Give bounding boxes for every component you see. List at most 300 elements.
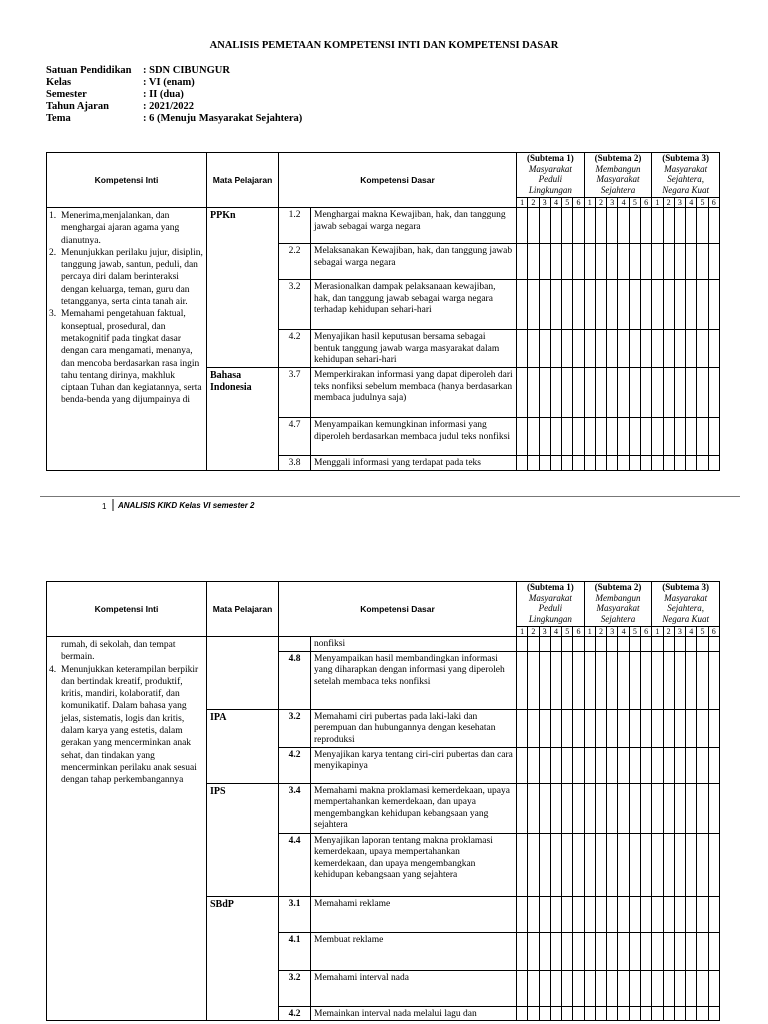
- mapping-checkbox-cell[interactable]: [652, 456, 663, 471]
- mapping-checkbox-cell[interactable]: [584, 1006, 595, 1021]
- mapping-checkbox-cell[interactable]: [674, 637, 685, 652]
- mapping-checkbox-cell[interactable]: [584, 637, 595, 652]
- mapping-checkbox-cell[interactable]: [708, 651, 719, 709]
- mapping-checkbox-cell[interactable]: [652, 747, 663, 783]
- mapping-checkbox-cell[interactable]: [708, 747, 719, 783]
- mapping-checkbox-cell[interactable]: [573, 709, 584, 747]
- mapping-checkbox-cell[interactable]: [550, 330, 561, 368]
- mapping-checkbox-cell[interactable]: [640, 1006, 651, 1021]
- mapping-checkbox-cell[interactable]: [550, 418, 561, 456]
- mapping-checkbox-cell[interactable]: [528, 932, 539, 970]
- mapping-checkbox-cell[interactable]: [562, 651, 573, 709]
- mapping-checkbox-cell[interactable]: [562, 833, 573, 896]
- mapping-checkbox-cell[interactable]: [663, 637, 674, 652]
- mapping-checkbox-cell[interactable]: [573, 330, 584, 368]
- mapping-checkbox-cell[interactable]: [539, 747, 550, 783]
- mapping-checkbox-cell[interactable]: [528, 330, 539, 368]
- mapping-checkbox-cell[interactable]: [652, 783, 663, 833]
- mapping-checkbox-cell[interactable]: [584, 896, 595, 932]
- mapping-checkbox-cell[interactable]: [674, 783, 685, 833]
- mapping-checkbox-cell[interactable]: [539, 244, 550, 280]
- mapping-checkbox-cell[interactable]: [640, 896, 651, 932]
- mapping-checkbox-cell[interactable]: [562, 368, 573, 418]
- mapping-checkbox-cell[interactable]: [674, 1006, 685, 1021]
- mapping-checkbox-cell[interactable]: [607, 244, 618, 280]
- mapping-checkbox-cell[interactable]: [697, 208, 708, 244]
- mapping-checkbox-cell[interactable]: [708, 709, 719, 747]
- mapping-checkbox-cell[interactable]: [517, 1006, 528, 1021]
- mapping-checkbox-cell[interactable]: [584, 368, 595, 418]
- mapping-checkbox-cell[interactable]: [562, 1006, 573, 1021]
- mapping-checkbox-cell[interactable]: [686, 709, 697, 747]
- mapping-checkbox-cell[interactable]: [573, 280, 584, 330]
- mapping-checkbox-cell[interactable]: [629, 651, 640, 709]
- mapping-checkbox-cell[interactable]: [640, 368, 651, 418]
- mapping-checkbox-cell[interactable]: [607, 833, 618, 896]
- mapping-checkbox-cell[interactable]: [686, 418, 697, 456]
- mapping-checkbox-cell[interactable]: [573, 932, 584, 970]
- mapping-checkbox-cell[interactable]: [607, 783, 618, 833]
- mapping-checkbox-cell[interactable]: [629, 747, 640, 783]
- mapping-checkbox-cell[interactable]: [652, 932, 663, 970]
- mapping-checkbox-cell[interactable]: [517, 280, 528, 330]
- mapping-checkbox-cell[interactable]: [607, 651, 618, 709]
- mapping-checkbox-cell[interactable]: [618, 833, 629, 896]
- mapping-checkbox-cell[interactable]: [674, 896, 685, 932]
- mapping-checkbox-cell[interactable]: [517, 244, 528, 280]
- mapping-checkbox-cell[interactable]: [517, 456, 528, 471]
- mapping-checkbox-cell[interactable]: [618, 456, 629, 471]
- mapping-checkbox-cell[interactable]: [686, 833, 697, 896]
- mapping-checkbox-cell[interactable]: [686, 651, 697, 709]
- mapping-checkbox-cell[interactable]: [550, 833, 561, 896]
- mapping-checkbox-cell[interactable]: [663, 1006, 674, 1021]
- mapping-checkbox-cell[interactable]: [663, 833, 674, 896]
- mapping-checkbox-cell[interactable]: [708, 932, 719, 970]
- mapping-checkbox-cell[interactable]: [652, 280, 663, 330]
- mapping-checkbox-cell[interactable]: [550, 637, 561, 652]
- mapping-checkbox-cell[interactable]: [686, 896, 697, 932]
- mapping-checkbox-cell[interactable]: [686, 970, 697, 1006]
- mapping-checkbox-cell[interactable]: [517, 651, 528, 709]
- mapping-checkbox-cell[interactable]: [528, 709, 539, 747]
- mapping-checkbox-cell[interactable]: [528, 651, 539, 709]
- mapping-checkbox-cell[interactable]: [562, 637, 573, 652]
- mapping-checkbox-cell[interactable]: [708, 280, 719, 330]
- mapping-checkbox-cell[interactable]: [640, 651, 651, 709]
- mapping-checkbox-cell[interactable]: [640, 418, 651, 456]
- mapping-checkbox-cell[interactable]: [573, 896, 584, 932]
- mapping-checkbox-cell[interactable]: [640, 932, 651, 970]
- mapping-checkbox-cell[interactable]: [697, 1006, 708, 1021]
- mapping-checkbox-cell[interactable]: [640, 244, 651, 280]
- mapping-checkbox-cell[interactable]: [629, 456, 640, 471]
- mapping-checkbox-cell[interactable]: [674, 456, 685, 471]
- mapping-checkbox-cell[interactable]: [595, 456, 606, 471]
- mapping-checkbox-cell[interactable]: [686, 280, 697, 330]
- mapping-checkbox-cell[interactable]: [607, 456, 618, 471]
- mapping-checkbox-cell[interactable]: [573, 651, 584, 709]
- mapping-checkbox-cell[interactable]: [539, 208, 550, 244]
- mapping-checkbox-cell[interactable]: [674, 932, 685, 970]
- mapping-checkbox-cell[interactable]: [674, 280, 685, 330]
- mapping-checkbox-cell[interactable]: [528, 368, 539, 418]
- mapping-checkbox-cell[interactable]: [528, 418, 539, 456]
- mapping-checkbox-cell[interactable]: [539, 368, 550, 418]
- mapping-checkbox-cell[interactable]: [607, 970, 618, 1006]
- mapping-checkbox-cell[interactable]: [629, 970, 640, 1006]
- mapping-checkbox-cell[interactable]: [539, 970, 550, 1006]
- mapping-checkbox-cell[interactable]: [539, 896, 550, 932]
- mapping-checkbox-cell[interactable]: [562, 896, 573, 932]
- mapping-checkbox-cell[interactable]: [686, 456, 697, 471]
- mapping-checkbox-cell[interactable]: [618, 970, 629, 1006]
- mapping-checkbox-cell[interactable]: [539, 418, 550, 456]
- mapping-checkbox-cell[interactable]: [697, 709, 708, 747]
- mapping-checkbox-cell[interactable]: [686, 1006, 697, 1021]
- mapping-checkbox-cell[interactable]: [573, 1006, 584, 1021]
- mapping-checkbox-cell[interactable]: [708, 244, 719, 280]
- mapping-checkbox-cell[interactable]: [550, 1006, 561, 1021]
- mapping-checkbox-cell[interactable]: [528, 456, 539, 471]
- mapping-checkbox-cell[interactable]: [584, 456, 595, 471]
- mapping-checkbox-cell[interactable]: [697, 637, 708, 652]
- mapping-checkbox-cell[interactable]: [686, 783, 697, 833]
- mapping-checkbox-cell[interactable]: [573, 368, 584, 418]
- mapping-checkbox-cell[interactable]: [550, 970, 561, 1006]
- mapping-checkbox-cell[interactable]: [573, 456, 584, 471]
- mapping-checkbox-cell[interactable]: [674, 330, 685, 368]
- mapping-checkbox-cell[interactable]: [708, 637, 719, 652]
- mapping-checkbox-cell[interactable]: [629, 1006, 640, 1021]
- mapping-checkbox-cell[interactable]: [584, 418, 595, 456]
- mapping-checkbox-cell[interactable]: [607, 1006, 618, 1021]
- mapping-checkbox-cell[interactable]: [595, 783, 606, 833]
- mapping-checkbox-cell[interactable]: [686, 932, 697, 970]
- mapping-checkbox-cell[interactable]: [674, 208, 685, 244]
- mapping-checkbox-cell[interactable]: [652, 833, 663, 896]
- mapping-checkbox-cell[interactable]: [686, 368, 697, 418]
- mapping-checkbox-cell[interactable]: [697, 651, 708, 709]
- mapping-checkbox-cell[interactable]: [550, 368, 561, 418]
- mapping-checkbox-cell[interactable]: [652, 208, 663, 244]
- mapping-checkbox-cell[interactable]: [595, 368, 606, 418]
- mapping-checkbox-cell[interactable]: [697, 456, 708, 471]
- mapping-checkbox-cell[interactable]: [607, 896, 618, 932]
- mapping-checkbox-cell[interactable]: [629, 418, 640, 456]
- mapping-checkbox-cell[interactable]: [517, 932, 528, 970]
- mapping-checkbox-cell[interactable]: [595, 637, 606, 652]
- mapping-checkbox-cell[interactable]: [686, 747, 697, 783]
- mapping-checkbox-cell[interactable]: [652, 1006, 663, 1021]
- mapping-checkbox-cell[interactable]: [607, 418, 618, 456]
- mapping-checkbox-cell[interactable]: [528, 783, 539, 833]
- mapping-checkbox-cell[interactable]: [573, 833, 584, 896]
- mapping-checkbox-cell[interactable]: [652, 418, 663, 456]
- mapping-checkbox-cell[interactable]: [674, 747, 685, 783]
- mapping-checkbox-cell[interactable]: [539, 637, 550, 652]
- mapping-checkbox-cell[interactable]: [550, 747, 561, 783]
- mapping-checkbox-cell[interactable]: [697, 280, 708, 330]
- mapping-checkbox-cell[interactable]: [517, 896, 528, 932]
- mapping-checkbox-cell[interactable]: [595, 280, 606, 330]
- mapping-checkbox-cell[interactable]: [640, 280, 651, 330]
- mapping-checkbox-cell[interactable]: [640, 783, 651, 833]
- mapping-checkbox-cell[interactable]: [640, 208, 651, 244]
- mapping-checkbox-cell[interactable]: [607, 747, 618, 783]
- mapping-checkbox-cell[interactable]: [618, 330, 629, 368]
- mapping-checkbox-cell[interactable]: [640, 747, 651, 783]
- mapping-checkbox-cell[interactable]: [652, 651, 663, 709]
- mapping-checkbox-cell[interactable]: [618, 418, 629, 456]
- mapping-checkbox-cell[interactable]: [629, 330, 640, 368]
- mapping-checkbox-cell[interactable]: [607, 330, 618, 368]
- mapping-checkbox-cell[interactable]: [652, 896, 663, 932]
- mapping-checkbox-cell[interactable]: [562, 208, 573, 244]
- mapping-checkbox-cell[interactable]: [674, 244, 685, 280]
- mapping-checkbox-cell[interactable]: [517, 970, 528, 1006]
- mapping-checkbox-cell[interactable]: [674, 833, 685, 896]
- mapping-checkbox-cell[interactable]: [663, 456, 674, 471]
- mapping-checkbox-cell[interactable]: [550, 651, 561, 709]
- mapping-checkbox-cell[interactable]: [629, 244, 640, 280]
- mapping-checkbox-cell[interactable]: [550, 783, 561, 833]
- mapping-checkbox-cell[interactable]: [640, 330, 651, 368]
- mapping-checkbox-cell[interactable]: [528, 747, 539, 783]
- mapping-checkbox-cell[interactable]: [573, 208, 584, 244]
- mapping-checkbox-cell[interactable]: [539, 651, 550, 709]
- mapping-checkbox-cell[interactable]: [663, 747, 674, 783]
- mapping-checkbox-cell[interactable]: [595, 970, 606, 1006]
- mapping-checkbox-cell[interactable]: [674, 709, 685, 747]
- mapping-checkbox-cell[interactable]: [618, 747, 629, 783]
- mapping-checkbox-cell[interactable]: [550, 208, 561, 244]
- mapping-checkbox-cell[interactable]: [584, 330, 595, 368]
- mapping-checkbox-cell[interactable]: [629, 208, 640, 244]
- mapping-checkbox-cell[interactable]: [539, 709, 550, 747]
- mapping-checkbox-cell[interactable]: [595, 651, 606, 709]
- mapping-checkbox-cell[interactable]: [697, 418, 708, 456]
- mapping-checkbox-cell[interactable]: [663, 418, 674, 456]
- mapping-checkbox-cell[interactable]: [629, 709, 640, 747]
- mapping-checkbox-cell[interactable]: [607, 637, 618, 652]
- mapping-checkbox-cell[interactable]: [573, 970, 584, 1006]
- mapping-checkbox-cell[interactable]: [708, 368, 719, 418]
- mapping-checkbox-cell[interactable]: [584, 280, 595, 330]
- mapping-checkbox-cell[interactable]: [562, 932, 573, 970]
- mapping-checkbox-cell[interactable]: [663, 932, 674, 970]
- mapping-checkbox-cell[interactable]: [562, 244, 573, 280]
- mapping-checkbox-cell[interactable]: [708, 896, 719, 932]
- mapping-checkbox-cell[interactable]: [517, 833, 528, 896]
- mapping-checkbox-cell[interactable]: [618, 709, 629, 747]
- mapping-checkbox-cell[interactable]: [562, 418, 573, 456]
- mapping-checkbox-cell[interactable]: [629, 783, 640, 833]
- mapping-checkbox-cell[interactable]: [517, 330, 528, 368]
- mapping-checkbox-cell[interactable]: [595, 932, 606, 970]
- mapping-checkbox-cell[interactable]: [528, 208, 539, 244]
- mapping-checkbox-cell[interactable]: [528, 896, 539, 932]
- mapping-checkbox-cell[interactable]: [663, 896, 674, 932]
- mapping-checkbox-cell[interactable]: [550, 456, 561, 471]
- mapping-checkbox-cell[interactable]: [607, 932, 618, 970]
- mapping-checkbox-cell[interactable]: [517, 747, 528, 783]
- mapping-checkbox-cell[interactable]: [663, 280, 674, 330]
- mapping-checkbox-cell[interactable]: [618, 783, 629, 833]
- mapping-checkbox-cell[interactable]: [573, 244, 584, 280]
- mapping-checkbox-cell[interactable]: [573, 783, 584, 833]
- mapping-checkbox-cell[interactable]: [573, 637, 584, 652]
- mapping-checkbox-cell[interactable]: [550, 709, 561, 747]
- mapping-checkbox-cell[interactable]: [640, 970, 651, 1006]
- mapping-checkbox-cell[interactable]: [708, 418, 719, 456]
- mapping-checkbox-cell[interactable]: [584, 709, 595, 747]
- mapping-checkbox-cell[interactable]: [663, 651, 674, 709]
- mapping-checkbox-cell[interactable]: [595, 709, 606, 747]
- mapping-checkbox-cell[interactable]: [584, 833, 595, 896]
- mapping-checkbox-cell[interactable]: [517, 418, 528, 456]
- mapping-checkbox-cell[interactable]: [539, 932, 550, 970]
- mapping-checkbox-cell[interactable]: [595, 244, 606, 280]
- mapping-checkbox-cell[interactable]: [528, 1006, 539, 1021]
- mapping-checkbox-cell[interactable]: [686, 208, 697, 244]
- mapping-checkbox-cell[interactable]: [607, 280, 618, 330]
- mapping-checkbox-cell[interactable]: [708, 208, 719, 244]
- mapping-checkbox-cell[interactable]: [573, 747, 584, 783]
- mapping-checkbox-cell[interactable]: [517, 709, 528, 747]
- mapping-checkbox-cell[interactable]: [607, 709, 618, 747]
- mapping-checkbox-cell[interactable]: [652, 709, 663, 747]
- mapping-checkbox-cell[interactable]: [539, 1006, 550, 1021]
- mapping-checkbox-cell[interactable]: [629, 637, 640, 652]
- mapping-checkbox-cell[interactable]: [652, 368, 663, 418]
- mapping-checkbox-cell[interactable]: [697, 747, 708, 783]
- mapping-checkbox-cell[interactable]: [584, 783, 595, 833]
- mapping-checkbox-cell[interactable]: [618, 368, 629, 418]
- mapping-checkbox-cell[interactable]: [539, 783, 550, 833]
- mapping-checkbox-cell[interactable]: [697, 833, 708, 896]
- mapping-checkbox-cell[interactable]: [618, 932, 629, 970]
- mapping-checkbox-cell[interactable]: [595, 1006, 606, 1021]
- mapping-checkbox-cell[interactable]: [562, 747, 573, 783]
- mapping-checkbox-cell[interactable]: [562, 330, 573, 368]
- mapping-checkbox-cell[interactable]: [595, 747, 606, 783]
- mapping-checkbox-cell[interactable]: [528, 833, 539, 896]
- mapping-checkbox-cell[interactable]: [697, 244, 708, 280]
- mapping-checkbox-cell[interactable]: [697, 783, 708, 833]
- mapping-checkbox-cell[interactable]: [595, 208, 606, 244]
- mapping-checkbox-cell[interactable]: [562, 970, 573, 1006]
- mapping-checkbox-cell[interactable]: [584, 970, 595, 1006]
- mapping-checkbox-cell[interactable]: [528, 280, 539, 330]
- mapping-checkbox-cell[interactable]: [618, 208, 629, 244]
- mapping-checkbox-cell[interactable]: [674, 651, 685, 709]
- mapping-checkbox-cell[interactable]: [550, 280, 561, 330]
- mapping-checkbox-cell[interactable]: [640, 833, 651, 896]
- mapping-checkbox-cell[interactable]: [674, 368, 685, 418]
- mapping-checkbox-cell[interactable]: [595, 896, 606, 932]
- mapping-checkbox-cell[interactable]: [528, 637, 539, 652]
- mapping-checkbox-cell[interactable]: [663, 970, 674, 1006]
- mapping-checkbox-cell[interactable]: [584, 208, 595, 244]
- mapping-checkbox-cell[interactable]: [629, 368, 640, 418]
- mapping-checkbox-cell[interactable]: [618, 651, 629, 709]
- mapping-checkbox-cell[interactable]: [618, 896, 629, 932]
- mapping-checkbox-cell[interactable]: [674, 970, 685, 1006]
- mapping-checkbox-cell[interactable]: [618, 280, 629, 330]
- mapping-checkbox-cell[interactable]: [697, 970, 708, 1006]
- mapping-checkbox-cell[interactable]: [686, 244, 697, 280]
- mapping-checkbox-cell[interactable]: [674, 418, 685, 456]
- mapping-checkbox-cell[interactable]: [708, 833, 719, 896]
- mapping-checkbox-cell[interactable]: [550, 896, 561, 932]
- mapping-checkbox-cell[interactable]: [539, 280, 550, 330]
- mapping-checkbox-cell[interactable]: [528, 244, 539, 280]
- mapping-checkbox-cell[interactable]: [517, 637, 528, 652]
- mapping-checkbox-cell[interactable]: [663, 709, 674, 747]
- mapping-checkbox-cell[interactable]: [629, 280, 640, 330]
- mapping-checkbox-cell[interactable]: [686, 637, 697, 652]
- mapping-checkbox-cell[interactable]: [629, 896, 640, 932]
- mapping-checkbox-cell[interactable]: [663, 208, 674, 244]
- mapping-checkbox-cell[interactable]: [584, 651, 595, 709]
- mapping-checkbox-cell[interactable]: [595, 418, 606, 456]
- mapping-checkbox-cell[interactable]: [640, 456, 651, 471]
- mapping-checkbox-cell[interactable]: [697, 330, 708, 368]
- mapping-checkbox-cell[interactable]: [528, 970, 539, 1006]
- mapping-checkbox-cell[interactable]: [584, 244, 595, 280]
- mapping-checkbox-cell[interactable]: [652, 244, 663, 280]
- mapping-checkbox-cell[interactable]: [607, 208, 618, 244]
- mapping-checkbox-cell[interactable]: [629, 932, 640, 970]
- mapping-checkbox-cell[interactable]: [539, 456, 550, 471]
- mapping-checkbox-cell[interactable]: [708, 330, 719, 368]
- mapping-checkbox-cell[interactable]: [573, 418, 584, 456]
- mapping-checkbox-cell[interactable]: [663, 244, 674, 280]
- mapping-checkbox-cell[interactable]: [697, 896, 708, 932]
- mapping-checkbox-cell[interactable]: [562, 456, 573, 471]
- mapping-checkbox-cell[interactable]: [539, 330, 550, 368]
- mapping-checkbox-cell[interactable]: [663, 330, 674, 368]
- mapping-checkbox-cell[interactable]: [652, 330, 663, 368]
- mapping-checkbox-cell[interactable]: [652, 970, 663, 1006]
- mapping-checkbox-cell[interactable]: [618, 244, 629, 280]
- mapping-checkbox-cell[interactable]: [550, 244, 561, 280]
- mapping-checkbox-cell[interactable]: [697, 932, 708, 970]
- mapping-checkbox-cell[interactable]: [629, 833, 640, 896]
- mapping-checkbox-cell[interactable]: [517, 368, 528, 418]
- mapping-checkbox-cell[interactable]: [517, 208, 528, 244]
- mapping-checkbox-cell[interactable]: [640, 709, 651, 747]
- mapping-checkbox-cell[interactable]: [584, 932, 595, 970]
- mapping-checkbox-cell[interactable]: [708, 783, 719, 833]
- mapping-checkbox-cell[interactable]: [652, 637, 663, 652]
- mapping-checkbox-cell[interactable]: [686, 330, 697, 368]
- mapping-checkbox-cell[interactable]: [663, 783, 674, 833]
- mapping-checkbox-cell[interactable]: [550, 932, 561, 970]
- mapping-checkbox-cell[interactable]: [618, 637, 629, 652]
- mapping-checkbox-cell[interactable]: [562, 783, 573, 833]
- mapping-checkbox-cell[interactable]: [562, 280, 573, 330]
- mapping-checkbox-cell[interactable]: [584, 747, 595, 783]
- mapping-checkbox-cell[interactable]: [663, 368, 674, 418]
- mapping-checkbox-cell[interactable]: [562, 709, 573, 747]
- mapping-checkbox-cell[interactable]: [708, 1006, 719, 1021]
- mapping-checkbox-cell[interactable]: [708, 970, 719, 1006]
- mapping-checkbox-cell[interactable]: [595, 833, 606, 896]
- mapping-checkbox-cell[interactable]: [640, 637, 651, 652]
- mapping-checkbox-cell[interactable]: [539, 833, 550, 896]
